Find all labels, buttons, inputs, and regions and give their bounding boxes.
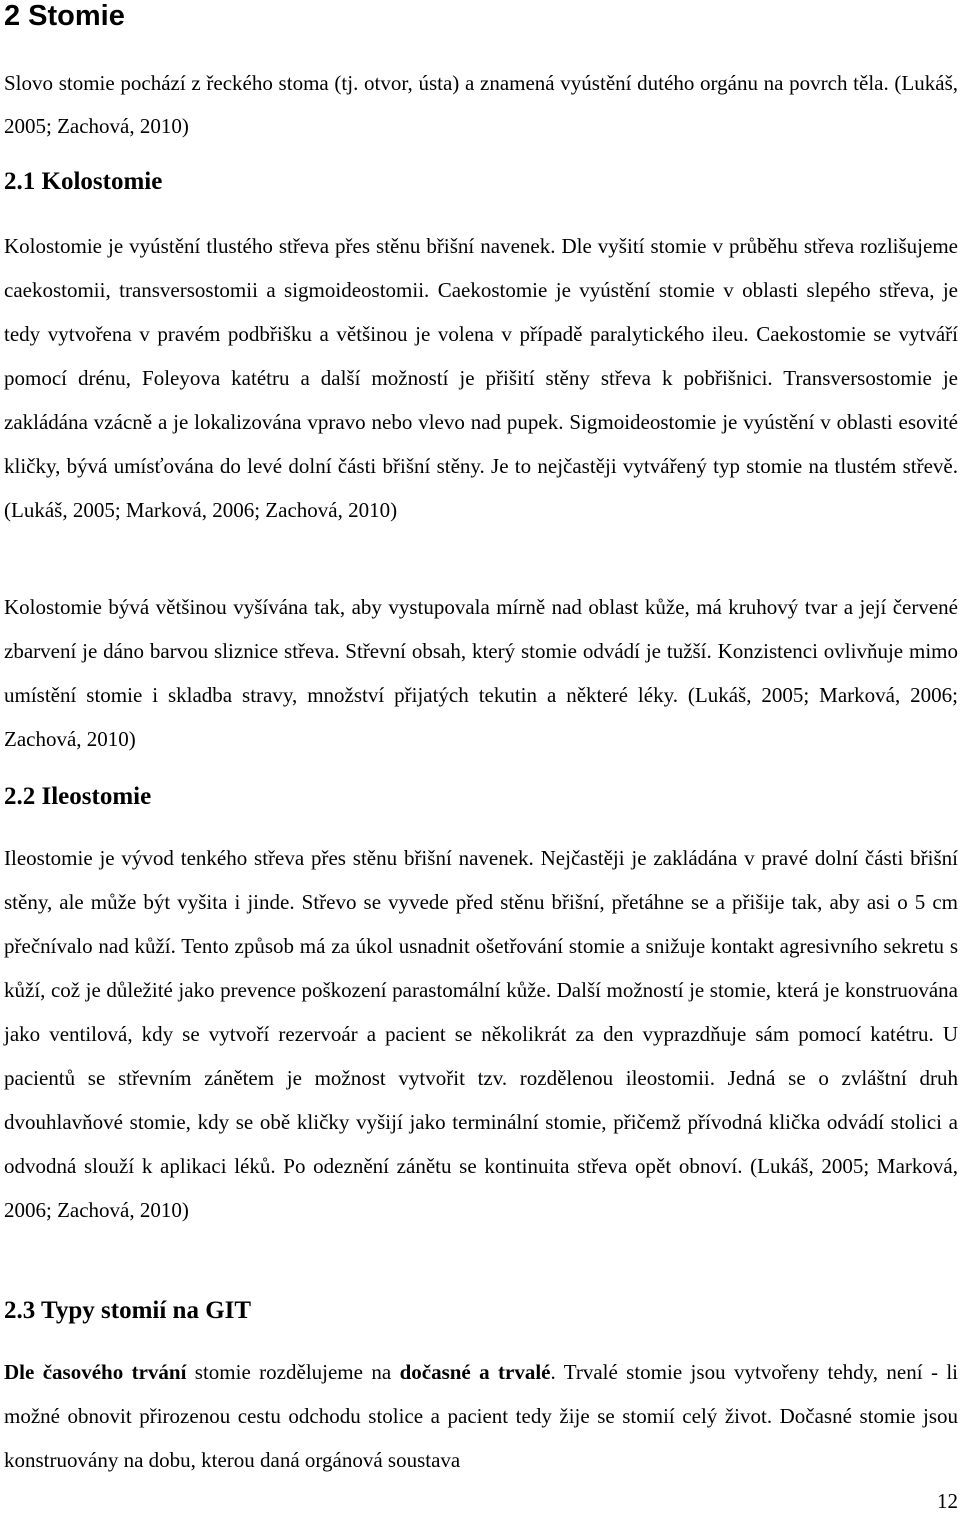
intro-paragraph: Slovo stomie pochází z řeckého stoma (tj. otvor, ústa) a znamená vyústění dutého orgánu na povrch těla. (Lukáš, 2005; Zachová, 2010) [4, 71, 958, 138]
bold-term-casove-trvani: Dle časového trvání [4, 1360, 187, 1384]
section-heading-kolostomie: 2.1 Kolostomie [4, 168, 163, 195]
page-number: 12 [937, 1489, 958, 1513]
ileostomie-paragraph: Ileostomie je vývod tenkého střeva přes stěnu břišní navenek. Nejčastěji je zakládána v pravé dolní části břišní stěny, ale může být vyšita i jinde. Střevo se vyvede před stěnu břišní, přetáhne se a přišije tak, aby asi o 5 cm přečnívalo nad kůží. Tento způsob má za úkol usnadnit ošetřování stomie a snižuje kontakt agresivního sekretu s kůží, což je důležité jako prevence poškození parastomální kůže. Další možností je stomie, která je konstruována jako ventilová, kdy se vytvoří rezervoár a pacient se několikrát za den vyprazdňuje sám pomocí katétru. U pacientů se střevním zánětem je možnost vytvořit tzv. rozdělenou ileostomii. Jedná se o zvláštní druh dvouhlavňové stomie, kdy se obě kličky vyšijí jako terminální stomie, přičemž přívodná klička odvádí stolici a odvodná slouží k aplikaci léků. Po odeznění zánětu se kontinuita střeva opět obnoví. (Lukáš, 2005; Marková, 2006; Zachová, 2010) [4, 846, 958, 1222]
section-heading-ileostomie: 2.2 Ileostomie [4, 783, 152, 810]
kolostomie-paragraph-1: Kolostomie je vyústění tlustého střeva přes stěnu břišní navenek. Dle vyšití stomie v průběhu střeva rozlišujeme caekostomii, transversostomii a sigmoideostomii. Caekostomie je vyústění stomie v oblasti slepého střeva, je tedy vytvořena v pravém podbřišku a většinou je volena v případě paralytického ileu. Caekostomie se vytváří pomocí drénu, Foleyova katétru a další možností je přišití stěny střeva k pobřišnici. Transversostomie je zakládána vzácně a je lokalizována vpravo nebo vlevo nad pupek. Sigmoideostomie je vyústění v oblasti esovité kličky, bývá umísťována do levé dolní části břišní stěny. Je to nejčastěji vytvářený typ stomie na tlustém střevě. (Lukáš, 2005; Marková, 2006; Zachová, 2010) [4, 234, 958, 522]
section-heading-typy-stomii: 2.3 Typy stomií na GIT [4, 1297, 252, 1324]
bold-term-docasne-trvale: dočasné a trvalé [399, 1360, 551, 1384]
document-page [4, 0, 958, 1515]
text-segment-2: . Trvalé stomie jsou vytvořeny tehdy, není - li možné obnovit přirozenou cestu odchodu stolice a pacient tedy žije se stomií celý život. Dočasné stomie jsou konstruovány na dobu, kterou daná orgánová soustava [4, 1360, 958, 1472]
chapter-heading: 2 Stomie [4, 0, 125, 32]
typy-stomii-paragraph [4, 1350, 958, 1482]
kolostomie-paragraph-2: Kolostomie bývá většinou vyšívána tak, aby vystupovala mírně nad oblast kůže, má kruhový tvar a její červené zbarvení je dáno barvou sliznice střeva. Střevní obsah, který stomie odvádí je tužší. Konzistenci ovlivňuje mimo umístění stomie i skladba stravy, množství přijatých tekutin a některé léky. (Lukáš, 2005; Marková, 2006; Zachová, 2010) [4, 595, 958, 751]
text-segment-1: stomie rozdělujeme na [186, 1360, 400, 1384]
